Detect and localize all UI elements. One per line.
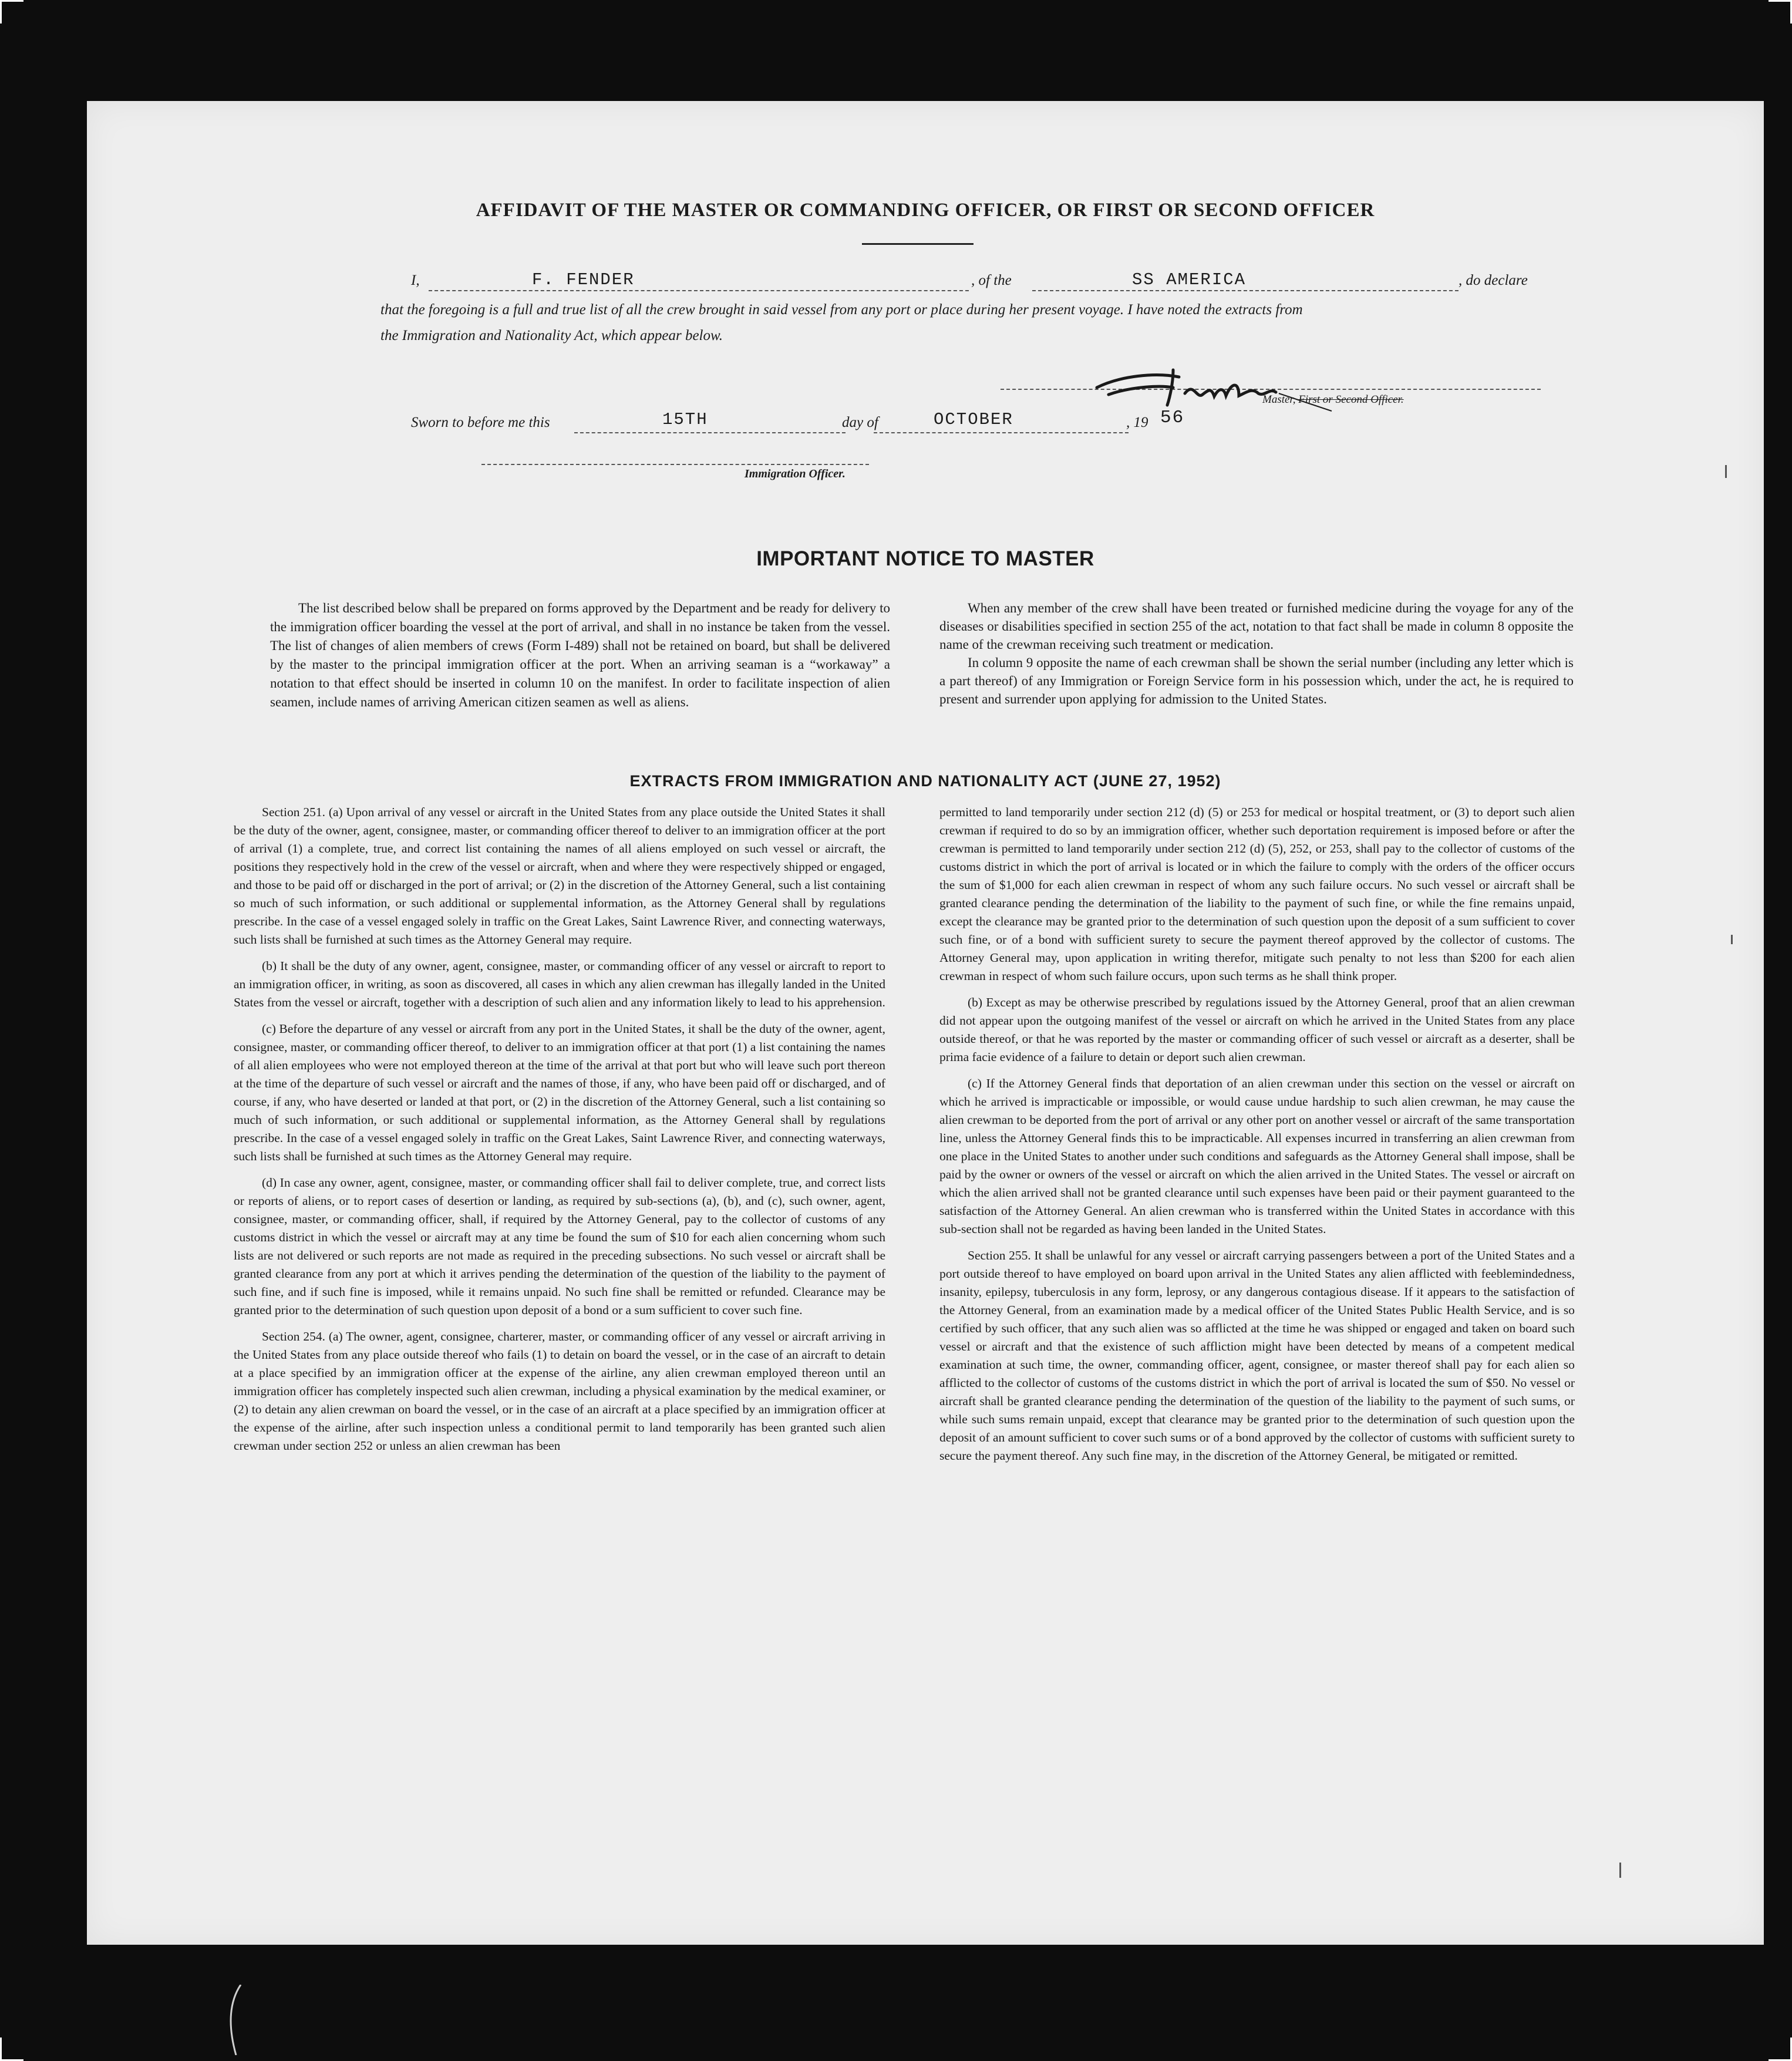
document-sheet [87,101,1764,1945]
affidavit-title: AFFIDAVIT OF THE MASTER OR COMMANDING OFFICER, OR FIRST OR SECOND OFFICER [476,200,1375,221]
declaration-of-the: , of the [971,272,1012,288]
declarant-name: F. FENDER [532,270,635,289]
extract-section-254c: (c) If the Attorney General finds that deportation of an alien crewman under this section on the vessel or aircraft on which he arrived is impracticable or impossible, or would cause undue hardship to such alien crewman, he may cause the alien crewman to be deported from the port of arrival or any other port on another vessel or aircraft of the same transportation line, unless the Attorney General finds this to be impracticable. All expenses incurred in transferring an alien crewman from one place in the United States to another under such conditions and safeguards as the Attorney General shall impose, shall be paid by the owner or owners of the vessel or aircraft on which the alien arrived in the United States. The vessel or aircraft on which the alien arrived shall not be granted clearance until such expenses have been paid or their payment guaranteed to the satisfaction of the Attorney General. An alien crewman who is transferred within the United States in accordance with this sub-section shall not be regarded as having been landed in the United States. [939,1076,1575,1236]
month-blank-line [874,432,1129,433]
sworn-day-of: day of [842,415,878,430]
declaration-prefix: I, [411,272,420,288]
notice-right-column [939,599,1574,716]
sworn-day: 15TH [662,410,708,429]
extract-section-254b: (b) Except as may be otherwise prescribed by regulations issued by the Attorney General, proof that an alien crewman did not appear upon the outgoing manifest of the vessel or aircraft on which he arrived in the United States from any place outside thereof, or that he was reported by the master or commanding officer of such vessel or aircraft as a deserter, shall be prima facie evidence of a failure to detain or deport such alien crewman. [939,995,1575,1064]
declaration-do-declare: , do declare [1458,272,1528,288]
extract-section-251c: (c) Before the departure of any vessel or aircraft from any port in the United States, it shall be the duty of the owner, agent, consignee, master, or commanding officer thereof, to deliver to an immigration officer at that port (1) a list containing the names of all alien employees who were not employed thereon at the time of the arrival at that port but who will leave such port thereon at the time of the departure of such vessel or aircraft and the names of those, if any, who have been paid off or discharged, and of course, if any, who have deserted or landed at that port, or (2) in the discretion of the Attorney General, such a list containing so much of such information, or such additional or supplemental information, as the Attorney General shall by regulations prescribe. In the case of a vessel engaged solely in traffic on the Great Lakes, Saint Lawrence River, and connecting waterways, such lists shall be furnished at such times as the Attorney General may require. [234,1022,885,1163]
extract-section-254a: Section 254. (a) The owner, agent, consignee, charterer, master, or commanding officer of any vessel or aircraft arriving in the United States from any place outside thereof who fails (1) to detain on board the vessel, or in the case of an aircraft to detain at a place specified by an immigration officer at the expense of the airline, any alien crewman employed thereon until an immigration officer has completely inspected such alien crewman, including a physical examination by the medical examiner, or (2) to detain any alien crewman on board the vessel, or in the case of an aircraft at a place specified by an immigration officer at the expense of the airline, after such inspection unless a conditional permit to land temporarily has been granted such alien crewman under section 252 or unless an alien crewman has been [234,1329,885,1453]
signature-caption [1262,393,1404,406]
notice-right-paragraph-2: In column 9 opposite the name of each crewman shall be shown the serial number (including any letter which is a part thereof) of any Immigration or Foreign Service form in his possession which, under the act, he is required to present and surrender upon applying for admission to the United States. [939,655,1574,706]
film-corner-mark [0,2038,2,2061]
sworn-prefix: Sworn to before me this [411,415,550,430]
notice-title: IMPORTANT NOTICE TO MASTER [756,547,1094,570]
declaration-line-2: that the foregoing is a full and true list of all the crew brought in said vessel from any port or place during her present voyage. I have noted the extracts from [380,302,1303,318]
scan-mark [1731,935,1733,944]
extract-section-251b: (b) It shall be the duty of any owner, agent, consignee, master, or commanding officer of any vessel or aircraft to report to an immigration officer, in writing, as soon as discovered, all cases in which any alien crewman has illegally landed in the United States from the vessel or aircraft, together with a description of such alien and any information likely to lead to his apprehension. [234,959,885,1009]
immigration-officer-caption: Immigration Officer. [745,467,846,480]
notice-left-paragraph: The list described below shall be prepared on forms approved by the Department and be ready for delivery to the immigration officer boarding the vessel at the port of arrival, and shall in no instance be taken from the vessel. The list of changes of alien members of crews (Form I-489) shall not be retained on board, but shall be delivered by the master to the principal immigration officer at the port. When an arriving seaman is a “workaway” a notation to that effect should be inserted in column 10 on the manifest. In order to facilitate inspection of alien seamen, include names of arriving American citizen seamen as well as aliens. [270,601,890,709]
extracts-left-column [234,803,885,1463]
extract-section-254a-continued: permitted to land temporarily under section 212 (d) (5) or 253 for medical or hospital treatment, or (3) to deport such alien crewman if required to do so by an immigration officer, whether such deportation requirement is imposed before or after the crewman is permitted to land temporarily under section 212 (d) (5), 252, or 253, shall pay to the collector of customs of the customs district in which the port of arrival is located or in which the failure to comply with the orders of the officer occurs the sum of $1,000 for each alien crewman in respect of whom any such failure occurs. No such vessel or aircraft shall be granted clearance pending the determination of the liability to the payment of such fine, or while the fine remains unpaid, except the clearance may be granted prior to the determination of such question upon the deposit of a sum sufficient to cover such fine, or of a bond with sufficient surety to secure the payment thereof approved by the collector of customs. The Attorney General may, upon application in writing therefor, mitigate such penalty to not less than $200 for each alien crewman in respect of whom such failure occurs, upon such terms as he shall think proper. [939,805,1575,983]
scan-mark [1619,1863,1621,1878]
film-corner-mark [0,0,23,2]
declaration-line-3: the Immigration and Nationality Act, which appear below. [380,328,723,344]
vessel-blank-line [1032,290,1458,291]
signature-caption-master: Master, [1262,393,1296,406]
sworn-year-prefix: , 19 [1126,415,1148,430]
master-signature [1085,364,1355,417]
notice-right-paragraph-1: When any member of the crew shall have been treated or furnished medicine during the voyage for any of the diseases or disabilities specified in section 255 of the act, notation to that fact shall be made in column 8 opposite the name of the crewman receiving such treatment or medication. [939,601,1574,652]
extracts-right-column [939,803,1575,1473]
officer-signature-line [481,464,869,465]
film-corner-mark [1769,0,1792,2]
extract-section-251a: Section 251. (a) Upon arrival of any vessel or aircraft in the United States from any place outside the United States it shall be the duty of the owner, agent, consignee, master, or commanding officer thereof to deliver to an immigration officer at the port of arrival (1) a complete, true, and correct list containing the names of all aliens employed on such vessel or aircraft, the positions they respectively hold in the crew of the vessel or aircraft, when and where they were respectively shipped or engaged, and those to be paid off or discharged in the port of arrival; or (2) in the discretion of the Attorney General, such a list containing so much of such information, or such additional or supplemental information, as the Attorney General shall by regulations prescribe. In the case of a vessel engaged solely in traffic on the Great Lakes, Saint Lawrence River, and connecting waterways, such lists shall be furnished at such times as the Attorney General may require. [234,805,885,947]
title-underline [862,243,974,245]
notice-left-column [270,599,890,720]
extracts-title: EXTRACTS FROM IMMIGRATION AND NATIONALITY ACT (JUNE 27, 1952) [629,772,1221,790]
signature-caption-struck: First or Second Officer. [1298,393,1404,406]
film-scratch [223,1985,247,2055]
day-blank-line [574,432,846,433]
name-blank-line [429,290,969,291]
vessel-name: SS AMERICA [1132,270,1247,289]
sworn-year: 56 [1160,408,1185,428]
extract-section-255: Section 255. It shall be unlawful for any vessel or aircraft carrying passengers between a port of the United States and a port outside thereof to have employed on board upon arrival in the United States any alien afflicted with feeblemindedness, insanity, epilepsy, tuberculosis in any form, leprosy, or any dangerous contagious disease. If it appears to the satisfaction of the Attorney General, from an examination made by a medical officer of the United States Public Health Service, and is so certified by such officer, that any such alien was so afflicted at the time he was shipped or engaged and taken on board such vessel or aircraft and that the existence of such affliction might have been detected by means of a competent medical examination at such time, the owner, commanding officer, agent, consignee, or master thereof shall pay for each alien so afflicted to the collector of customs of the customs district in which the port of arrival is located the sum of $50. No vessel or aircraft shall be granted clearance pending the determination of the question of the liability to the payment of such sums, or while such sums remain unpaid, except that clearance may be granted prior to the determination of such question upon the deposit of an amount sufficient to cover such sums or of a bond approved by the collector of customs with sufficient surety to secure the payment thereof. Any such fine may, in the discretion of the Attorney General, be mitigated or remitted. [939,1248,1575,1463]
extract-section-251d: (d) In case any owner, agent, consignee, master, or commanding officer shall fail to deliver complete, true, and correct lists or reports of aliens, or to report cases of desertion or landing, as required by sub-sections (a), (b), and (c), such owner, agent, consignee, master, or commanding officer, shall, if required by the Attorney General, pay to the collector of customs of any customs district in which the vessel or aircraft may at any time be found the sum of $10 for each alien concerning whom such lists are not delivered or such reports are not made as required in the preceding subsections. No such vessel or aircraft shall be granted clearance from any port at which it arrives pending the determination of the question of the liability to the payment of such fine, and if such fine is imposed, while it remains unpaid. No such fine shall be remitted or refunded. Clearance may be granted prior to the determination of such question upon deposit of a bond or a sum sufficient to cover such fine. [234,1176,885,1317]
scan-mark [1725,465,1727,478]
film-corner-mark [0,0,2,23]
sworn-month: OCTOBER [934,410,1013,429]
